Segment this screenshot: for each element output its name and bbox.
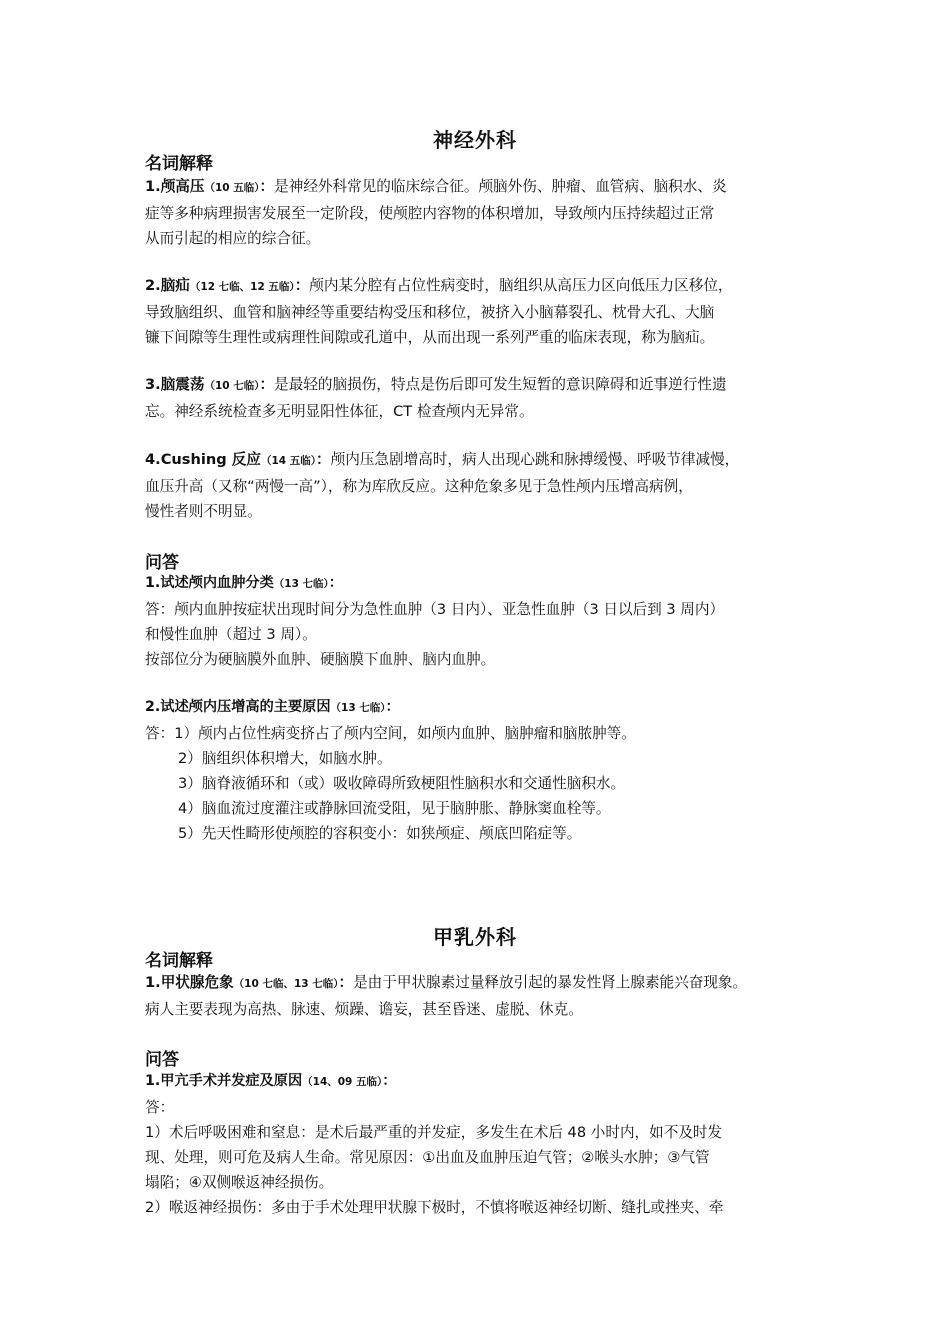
answer-line: 答： [145, 1099, 175, 1116]
terms-heading: 名词解释 [145, 154, 213, 174]
answer-line: 和慢性血肿（超过 3 周）。 [145, 626, 317, 643]
answer-line: 1）术后呼吸困难和窒息：是术后最严重的并发症，多发生在术后 48 小时内，如不及时发 [145, 1124, 723, 1141]
question-line: 1.甲亢手术并发症及原因（14、09 五临）： [145, 1073, 397, 1089]
answer-list-item: 5）先天性畸形使颅腔的容积变小：如狭颅症、颅底凹陷症等。 [178, 825, 582, 842]
term-line: 1.甲状腺危象（10 七临、13 七临）：是由于甲状腺素过量释放引起的暴发性肾上腺素能兴奋现象。 [145, 974, 748, 991]
term-line: 血压升高（又称“两慢一高”），称为库欣反应。这种危象多见于急性颅内压增高病例， [145, 478, 693, 495]
answer-list-item: 3）脑脊液循环和（或）吸收障碍所致梗阻性脑积水和交通性脑积水。 [178, 775, 626, 792]
term-entry-1 [145, 174, 825, 251]
term-label: 3.脑震荡 [145, 376, 205, 393]
term-line: 忘。神经系统检查多无明显阳性体征，CT 检查颅内无异常。 [145, 403, 534, 420]
term-line: 慢性者则不明显。 [145, 503, 262, 520]
answer-line: 2）喉返神经损伤：多由于手术处理甲状腺下极时，不慎将喉返神经切断、缝扎或挫夹、牵 [145, 1199, 724, 1216]
question-note: （13 七临） [273, 578, 329, 590]
term-line: 镰下间隙等生理性或病理性间隙或孔道中，从而出现一系列严重的临床表现，称为脑疝。 [145, 329, 715, 346]
term-label: 4.Cushing 反应 [145, 451, 261, 468]
term-line: 1.颅高压（10 五临）：是神经外科常见的临床综合征。颅脑外伤、肿瘤、血管病、脑积水、炎 [145, 178, 727, 195]
terms-heading: 名词解释 [145, 951, 213, 971]
answer-list-item: 2）脑组织体积增大，如脑水肿。 [178, 750, 392, 767]
term-line: 从而引起的相应的综合征。 [145, 230, 321, 247]
term-line: 3.脑震荡（10 七临）：是最轻的脑损伤，特点是伤后即可发生短暂的意识障碍和近事逆行性遗 [145, 376, 727, 393]
term-entry-4 [145, 447, 825, 524]
question-label: 1.试述颅内血肿分类 [145, 575, 274, 591]
term-line: 导致脑组织、血管和脑神经等重要结构受压和移位，被挤入小脑幕裂孔、枕骨大孔、大脑 [145, 304, 715, 321]
term-label: 2.脑疝 [145, 277, 190, 294]
term-label: 1.颅高压 [145, 178, 205, 195]
question-label: 2.试述颅内压增高的主要原因 [145, 699, 331, 715]
answer-line: 答：颅内血肿按症状出现时间分为急性血肿（3 日内）、亚急性血肿（3 日以后到 3 周内） [145, 601, 725, 618]
question-line: 1.试述颅内血肿分类（13 七临）： [145, 575, 343, 591]
answer-line: 答：1）颅内占位性病变挤占了颅内空间，如颅内血肿、脑肿瘤和脑脓肿等。 [145, 725, 636, 742]
term-note: （10 七临） [204, 380, 260, 392]
term-note: （10 五临） [204, 182, 260, 194]
question-label: 1.甲亢手术并发症及原因 [145, 1073, 303, 1089]
term-line: 2.脑疝（12 七临、12 五临）：颅内某分腔有占位性病变时，脑组织从高压力区向低压力区移位， [145, 277, 733, 294]
question-entry-thyroid-1 [145, 1069, 825, 1220]
term-line: 4.Cushing 反应（14 五临）：颅内压急剧增高时，病人出现心跳和脉搏缓慢、呼吸节律减慢， [145, 451, 740, 468]
section-title-neurosurgery: 神经外科 [433, 128, 517, 152]
term-entry-3 [145, 372, 825, 424]
answer-line: 塌陷；④双侧喉返神经损伤。 [145, 1174, 334, 1191]
question-note: （14、09 五临） [302, 1076, 383, 1088]
term-note: （12 七临、12 五临） [189, 281, 295, 293]
qa-heading: 问答 [145, 553, 179, 573]
term-note: （14 五临） [260, 455, 317, 467]
term-note: （10 七临、13 七临） [233, 978, 339, 990]
term-line: 病人主要表现为高热、脉速、烦躁、谵妄，甚至昏迷、虚脱、休克。 [145, 1001, 583, 1018]
question-note: （13 七临） [330, 702, 386, 714]
answer-list-item: 4）脑血流过度灌注或静脉回流受阻，见于脑肿胀、静脉窦血栓等。 [178, 800, 611, 817]
answer-line: 现、处理，则可危及病人生命。常见原因：①出血及血肿压迫气管；②喉头水肿；③气管 [145, 1149, 710, 1166]
section-title-thyroid-breast: 甲乳外科 [433, 925, 517, 949]
question-line: 2.试述颅内压增高的主要原因（13 七临）： [145, 699, 400, 715]
term-line: 症等多种病理损害发展至一定阶段，使颅腔内容物的体积增加，导致颅内压持续超过正常 [145, 205, 715, 222]
answer-line: 按部位分为硬脑膜外血肿、硬脑膜下血肿、脑内血肿。 [145, 651, 496, 668]
term-label: 1.甲状腺危象 [145, 974, 234, 991]
question-entry-1 [145, 571, 825, 672]
question-entry-2 [145, 695, 825, 846]
term-entry-2 [145, 273, 825, 350]
qa-heading: 问答 [145, 1050, 179, 1070]
term-entry-thyroid-1 [145, 970, 845, 1022]
